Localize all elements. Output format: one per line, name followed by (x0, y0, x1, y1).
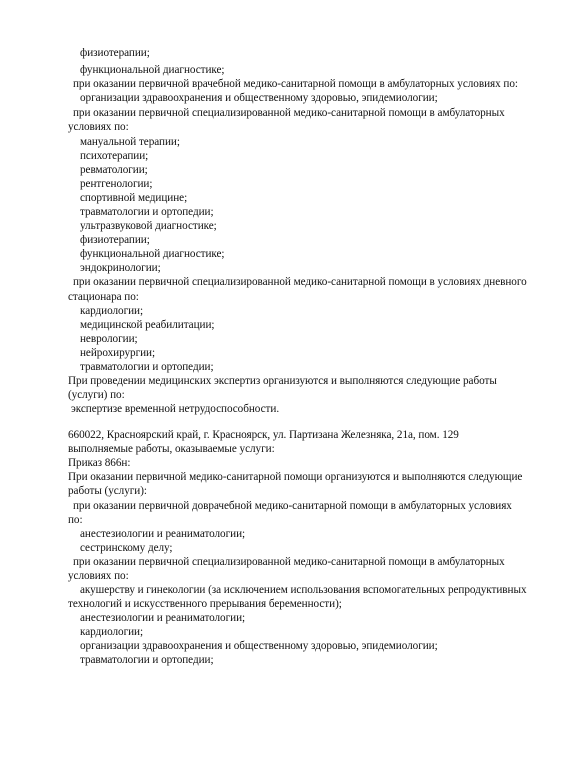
text-line: травматологии и ортопедии; (80, 654, 214, 666)
text-line: травматологии и ортопедии; (80, 206, 214, 218)
text-line: (услуги) по: (68, 389, 125, 401)
text-line: по: (68, 514, 83, 526)
text-line: акушерству и гинекологии (за исключением использования вспомогательных репродуктивных (80, 584, 527, 596)
text-line: физиотерапии; (80, 47, 150, 59)
text-line: условиях по: (68, 121, 129, 133)
text-line: при оказании первичной доврачебной медико-санитарной помощи в амбулаторных условиях (73, 500, 512, 512)
text-line: При оказании первичной медико-санитарной помощи организуются и выполняются следующие (68, 471, 523, 483)
text-line: при оказании первичной специализированной медико-санитарной помощи в амбулаторных (73, 556, 505, 568)
text-line: функциональной диагностике; (80, 64, 225, 76)
text-line: неврологии; (80, 333, 138, 345)
text-line: Приказ 866н: (68, 457, 131, 469)
text-line: рентгенологии; (80, 178, 153, 190)
text-line: работы (услуги): (68, 485, 147, 497)
text-line: организации здравоохранения и общественному здоровью, эпидемиологии; (80, 92, 438, 104)
text-line: эндокринологии; (80, 262, 161, 274)
text-line: при оказании первичной специализированной медико-санитарной помощи в амбулаторных (73, 107, 505, 119)
text-line: спортивной медицине; (80, 192, 188, 204)
text-line: стационара по: (68, 291, 139, 303)
text-line: анестезиологии и реаниматологии; (80, 528, 246, 540)
text-line: медицинской реабилитации; (80, 319, 215, 331)
text-line: нейрохирургии; (80, 347, 156, 359)
text-line: условиях по: (68, 570, 129, 582)
address-line: 660022, Красноярский край, г. Красноярск, ул. Партизана Железняка, 21а, пом. 129 (68, 429, 459, 441)
text-line: при оказании первичной врачебной медико-санитарной помощи в амбулаторных условиях по: (73, 78, 518, 90)
text-line: психотерапии; (80, 150, 149, 162)
text-line: мануальной терапии; (80, 136, 180, 148)
text-line: организации здравоохранения и общественному здоровью, эпидемиологии; (80, 640, 438, 652)
text-line: физиотерапии; (80, 234, 150, 246)
text-line: ревматологии; (80, 164, 148, 176)
text-line: выполняемые работы, оказываемые услуги: (68, 443, 275, 455)
text-line: кардиологии; (80, 305, 144, 317)
text-line: функциональной диагностике; (80, 248, 225, 260)
text-line: кардиологии; (80, 626, 144, 638)
text-line: травматологии и ортопедии; (80, 361, 214, 373)
text-line: экспертизе временной нетрудоспособности. (71, 403, 280, 415)
text-line: анестезиологии и реаниматологии; (80, 612, 246, 624)
text-line: ультразвуковой диагностике; (80, 220, 217, 232)
text-line: технологий и искусственного прерывания беременности); (68, 598, 342, 610)
text-line: при оказании первичной специализированной медико-санитарной помощи в условиях дневного (73, 276, 527, 288)
text-line: сестринскому делу; (80, 542, 173, 554)
text-line: При проведении медицинских экспертиз организуются и выполняются следующие работы (68, 375, 497, 387)
